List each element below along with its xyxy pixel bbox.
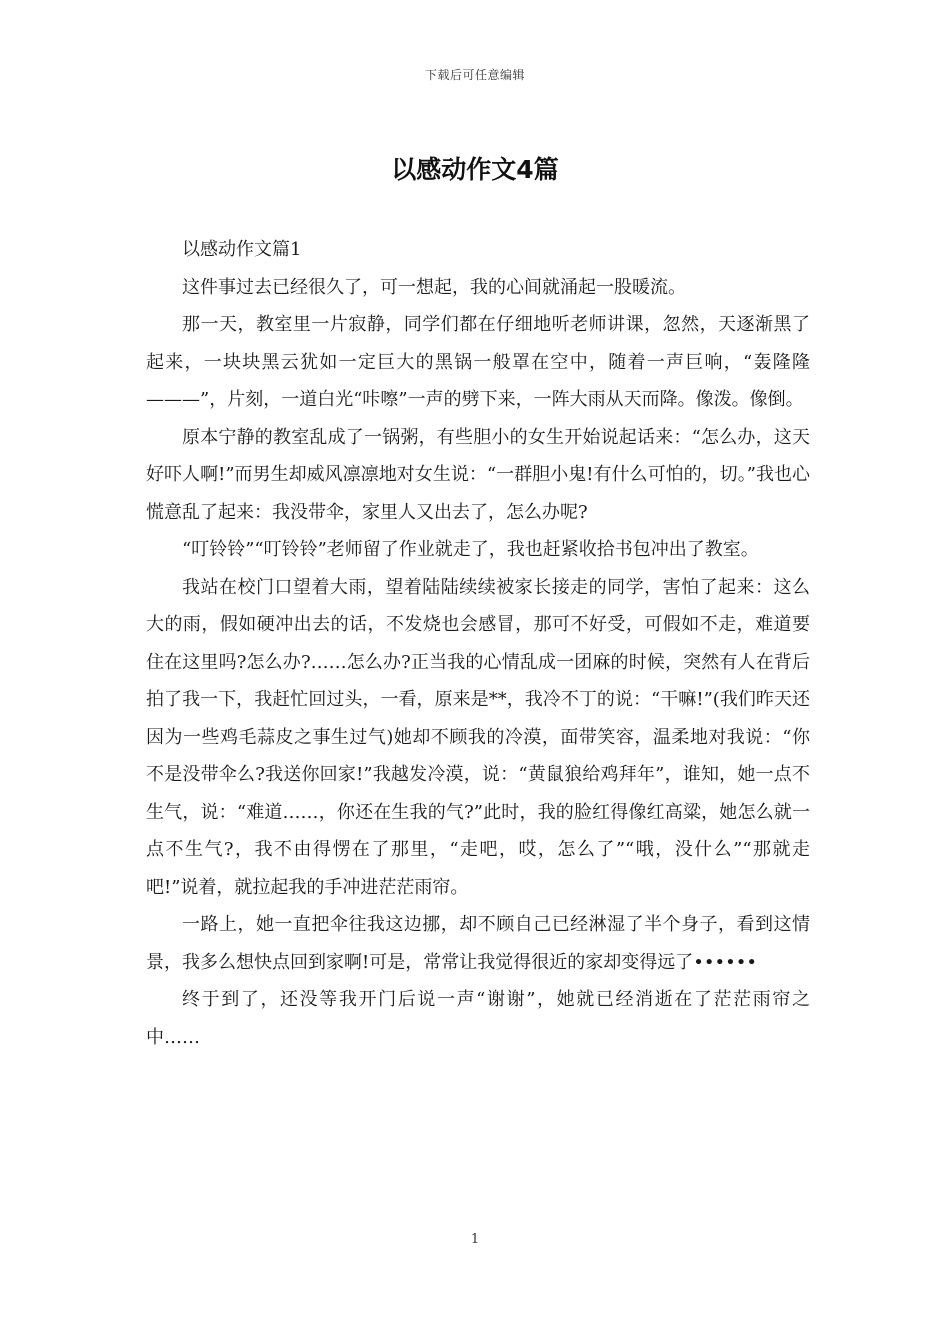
page-number: 1 xyxy=(470,1232,480,1247)
document-body xyxy=(146,231,810,1056)
paragraph: 一路上，她一直把伞往我这边挪，却不顾自己已经淋湿了半个身子，看到这情景，我多么想快点回到家啊!可是，常常让我觉得很近的家却变得远了•••••• xyxy=(146,914,810,973)
document-title: 以感动作文4篇 xyxy=(391,155,559,184)
paragraph: 终于到了，还没等我开门后说一声“谢谢”，她就已经消逝在了茫茫雨帘之中…… xyxy=(146,989,810,1048)
paragraph: 那一天，教室里一片寂静，同学们都在仔细地听老师讲课，忽然，天逐渐黑了起来，一块块黑云犹如一定巨大的黑锅一般罩在空中，随着一声巨响，“轰隆隆———”，片刻，一道白光“咔嚓”一声的劈下来，一阵大雨从天而降。像泼。像倒。 xyxy=(146,314,810,410)
paragraph: 这件事过去已经很久了，可一想起，我的心间就涌起一股暖流。 xyxy=(182,276,686,298)
paragraph: 我站在校门口望着大雨，望着陆陆续续被家长接走的同学，害怕了起来：这么大的雨，假如硬冲出去的话，不发烧也会感冒，那可不好受，可假如不走，难道要住在这里吗?怎么办?……怎么办?正当我的心情乱成一团麻的时候，突然有人在背后拍了我一下，我赶忙回过头，一看，原来是**，我冷不丁的说：“干嘛!”(我们昨天还因为一些鸡毛蒜皮之事生过气)她却不顾我的冷漠，面带笑容，温柔地对我说：“你不是没带伞么?我送你回家!”我越发冷漠，说：“黄鼠狼给鸡拜年”，谁知，她一点不生气，说：“难道……，你还在生我的气?”此时，我的脸红得像红高粱，她怎么就一点不生气?，我不由得愣在了那里，“走吧，哎，怎么了”“哦，没什么”“那就走吧!”说着，就拉起我的手冲进茫茫雨帘。 xyxy=(146,576,810,898)
paragraph: 原本宁静的教室乱成了一锅粥，有些胆小的女生开始说起话来：“怎么办，这天好吓人啊!”而男生却威风凛凛地对女生说：“一群胆小鬼!有什么可怕的，切。”我也心慌意乱了起来：我没带伞，家里人又出去了，怎么办呢? xyxy=(146,426,810,523)
section-heading: 以感动作文篇1 xyxy=(182,239,302,260)
header-note: 下载后可任意编辑 xyxy=(424,68,525,82)
paragraph: “叮铃铃”“叮铃铃”老师留了作业就走了，我也赶紧收拾书包冲出了教室。 xyxy=(182,539,759,560)
